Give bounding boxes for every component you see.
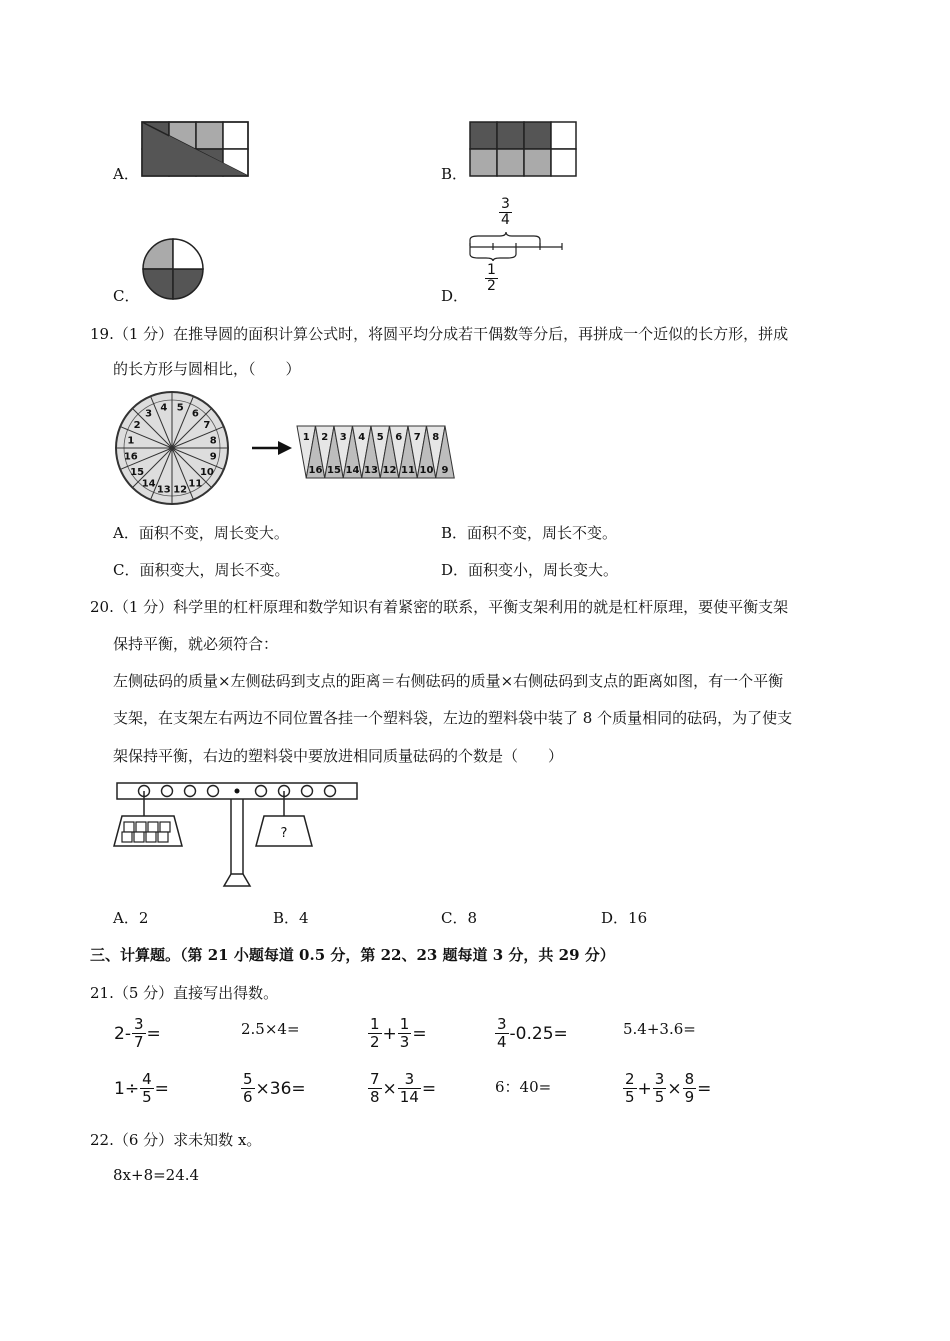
q18-option-a-figure [140, 120, 252, 180]
option-label: A． [113, 524, 139, 542]
q20-option-d[interactable] [601, 907, 647, 928]
denominator: 3 [399, 1033, 410, 1051]
q21-item-d [495, 1016, 569, 1051]
denominator: 6 [243, 1088, 253, 1106]
option-text: 面积变小，周长变大。 [468, 561, 619, 579]
rect-top-number: 8 [432, 432, 440, 443]
q20-option-c[interactable] [441, 907, 477, 928]
q18-option-c-figure [141, 237, 205, 301]
fraction [495, 1016, 509, 1051]
rect-bottom-number: 10 [419, 465, 434, 476]
q19-option-d[interactable] [441, 559, 618, 580]
sector-number: 13 [156, 484, 171, 496]
q21-stem [90, 982, 278, 1003]
denominator: 4 [501, 212, 510, 228]
option-text: 16 [628, 909, 648, 927]
denominator: 4 [497, 1033, 507, 1051]
option-label: C． [441, 909, 468, 927]
sector-number: 5 [176, 402, 184, 414]
sector-number: 3 [145, 408, 153, 420]
q20-question-mark: ? [280, 826, 288, 841]
numerator: 2 [625, 1070, 635, 1088]
q20-balance-figure [112, 778, 362, 896]
fraction [368, 1071, 382, 1106]
denominator: 5 [654, 1088, 665, 1106]
denominator: 5 [625, 1088, 635, 1106]
q22-text: 求未知数 x。 [173, 1131, 262, 1149]
fraction [398, 1071, 421, 1106]
equals-sign: = [412, 1023, 427, 1044]
q18-option-b-label: B． [441, 165, 468, 183]
numerator: 1 [487, 262, 496, 278]
option-text: 面积变大，周长不变。 [139, 561, 290, 579]
q18-option-c-label: C． [113, 287, 140, 305]
q22-equation: 8x+8=24.4 [113, 1166, 200, 1184]
rect-bottom-number: 9 [441, 465, 449, 476]
rect-bottom-number: 13 [364, 465, 378, 476]
sector-number: 12 [173, 484, 188, 496]
rect-top-number: 1 [302, 432, 310, 443]
q22-number: 22. [90, 1131, 114, 1149]
rect-top-number: 2 [321, 432, 329, 443]
denominator: 2 [487, 278, 496, 294]
q21-item-i: 6：40= [495, 1078, 552, 1096]
fraction [241, 1071, 255, 1106]
operator: × [382, 1078, 397, 1099]
expr-part: -0.25= [509, 1023, 568, 1044]
q19-option-c[interactable] [113, 559, 290, 580]
option-text: 4 [299, 909, 309, 927]
q19-text-1: 在推导圆的面积计算公式时，将圆平均分成若干偶数等分后，再拼成一个近似的长方形，拼成 [173, 325, 789, 343]
sector-number: 8 [209, 435, 217, 447]
q20-text-1: 科学里的杠杆原理和数学知识有着紧密的联系，平衡支架利用的就是杠杆原理，要使平衡支架 [173, 598, 789, 616]
q21-item-h [368, 1071, 437, 1106]
rect-bottom-number: 12 [382, 465, 397, 476]
equals-sign: = [421, 1078, 437, 1099]
rect-top-number: 3 [339, 432, 347, 443]
q20-stem-line2: 保持平衡，就必须符合： [113, 635, 279, 653]
q21-item-g [241, 1071, 307, 1106]
sector-number: 6 [191, 408, 199, 420]
q21-item-b: 2.5×4= [241, 1020, 300, 1038]
fraction [683, 1071, 697, 1106]
q21-number: 21. [90, 984, 114, 1002]
q19-stem-line1 [90, 323, 788, 344]
sector-number: 9 [209, 451, 217, 463]
circle-sector-lines [116, 392, 228, 504]
sector-number: 14 [141, 478, 156, 490]
equals-sign: = [154, 1078, 169, 1099]
numerator: 3 [654, 1070, 665, 1088]
q21-item-c [368, 1016, 428, 1051]
option-label: A． [113, 909, 139, 927]
sector-number: 2 [133, 420, 141, 432]
section-3-title: 三、计算题。（第 21 小题每道 0.5 分，第 22、23 题每道 3 分，共 29 分） [90, 946, 615, 964]
q21-item-a [113, 1016, 162, 1051]
numerator: 8 [684, 1070, 695, 1088]
rect-bottom-number: 11 [401, 465, 415, 476]
q22-score: （6 分） [113, 1131, 174, 1149]
operator: + [637, 1078, 652, 1099]
fraction [368, 1016, 382, 1051]
q18-option-a-label: A． [113, 165, 139, 183]
operator: + [382, 1023, 397, 1044]
q20-option-a[interactable] [113, 907, 148, 928]
numerator: 3 [133, 1015, 144, 1033]
sector-number: 10 [199, 466, 214, 478]
sector-number: 4 [160, 402, 168, 414]
denominator: 9 [684, 1088, 695, 1106]
option-text: 面积不变，周长变大。 [138, 524, 289, 542]
q21-item-j [623, 1071, 712, 1106]
fraction [398, 1016, 412, 1051]
option-label: C． [113, 561, 140, 579]
equals-sign: = [697, 1078, 712, 1099]
fraction [140, 1071, 154, 1106]
rect-top-number: 5 [376, 432, 384, 443]
numerator: 3 [497, 1015, 507, 1033]
q22-stem [90, 1129, 261, 1150]
option-text: 2 [138, 909, 149, 927]
q21-item-f [113, 1071, 170, 1106]
q19-option-a[interactable] [113, 522, 289, 543]
rect-top-number: 6 [395, 432, 403, 443]
fraction [653, 1071, 667, 1106]
fraction [623, 1071, 637, 1106]
denominator: 7 [133, 1033, 144, 1051]
operator: × [667, 1078, 682, 1099]
sector-number: 11 [188, 478, 203, 490]
q18-option-d-label: D． [441, 287, 469, 305]
expr-part: 2- [114, 1023, 131, 1044]
q18-option-b-figure [468, 120, 580, 180]
q20-score: （1 分） [113, 598, 174, 616]
equals-sign: = [146, 1023, 161, 1044]
q20-stem-line3: 左侧砝码的质量×左侧砝码到支点的距离＝右侧砝码的质量×右侧砝码到支点的距离如图，有一个平衡 [113, 672, 784, 690]
numerator: 7 [370, 1070, 380, 1088]
numerator: 5 [243, 1070, 253, 1088]
q18-numberline-bottom-fraction [485, 263, 498, 294]
option-label: D． [601, 909, 629, 927]
option-text: 面积不变，周长不变。 [467, 524, 618, 542]
q18-number-line [466, 230, 566, 262]
denominator: 14 [399, 1088, 419, 1106]
sector-number: 1 [127, 435, 135, 447]
rect-bottom-number: 15 [327, 465, 341, 476]
q21-item-e: 5.4+3.6= [623, 1020, 696, 1038]
numerator: 3 [398, 1071, 421, 1089]
q20-stem-line4: 支架，在支架左右两边不同位置各挂一个塑料袋，左边的塑料袋中装了 8 个质量相同的砝码，为了使支 [113, 709, 793, 727]
expr-part: ×36= [255, 1078, 306, 1099]
fraction [132, 1016, 146, 1051]
rect-bottom-number: 14 [345, 465, 360, 476]
sector-number: 16 [123, 451, 138, 463]
option-label: B． [441, 524, 468, 542]
q21-score: （5 分） [113, 984, 174, 1002]
denominator: 5 [142, 1088, 152, 1106]
q20-stem-line5: 架保持平衡，右边的塑料袋中要放进相同质量砝码的个数是（ ） [113, 747, 564, 765]
q20-number: 20. [90, 598, 114, 616]
rect-top-number: 7 [413, 432, 421, 443]
sector-number: 7 [203, 420, 211, 432]
option-text: 8 [467, 909, 478, 927]
q20-option-b[interactable] [273, 907, 309, 928]
numerator: 1 [370, 1015, 380, 1033]
option-label: D． [441, 561, 469, 579]
q18-numberline-top-fraction [499, 197, 512, 228]
rect-bottom-number: 16 [308, 465, 323, 476]
rect-top-number: 4 [358, 432, 366, 443]
numerator: 1 [399, 1015, 410, 1033]
q19-stem-line2: 的长方形与圆相比，（ ） [113, 360, 301, 378]
option-label: B． [273, 909, 300, 927]
numerator: 3 [501, 196, 510, 212]
q21-text: 直接写出得数。 [173, 984, 279, 1002]
q19-option-b[interactable] [441, 522, 617, 543]
q19-score: （1 分） [113, 325, 174, 343]
sector-number: 15 [130, 466, 145, 478]
q19-circle-to-rectangle-figure [112, 388, 449, 510]
denominator: 2 [370, 1033, 380, 1051]
expr-part: 1÷ [114, 1078, 140, 1099]
numerator: 4 [142, 1070, 152, 1088]
q19-number: 19. [90, 325, 114, 343]
q20-stem-line1 [90, 596, 788, 617]
denominator: 8 [370, 1088, 380, 1106]
